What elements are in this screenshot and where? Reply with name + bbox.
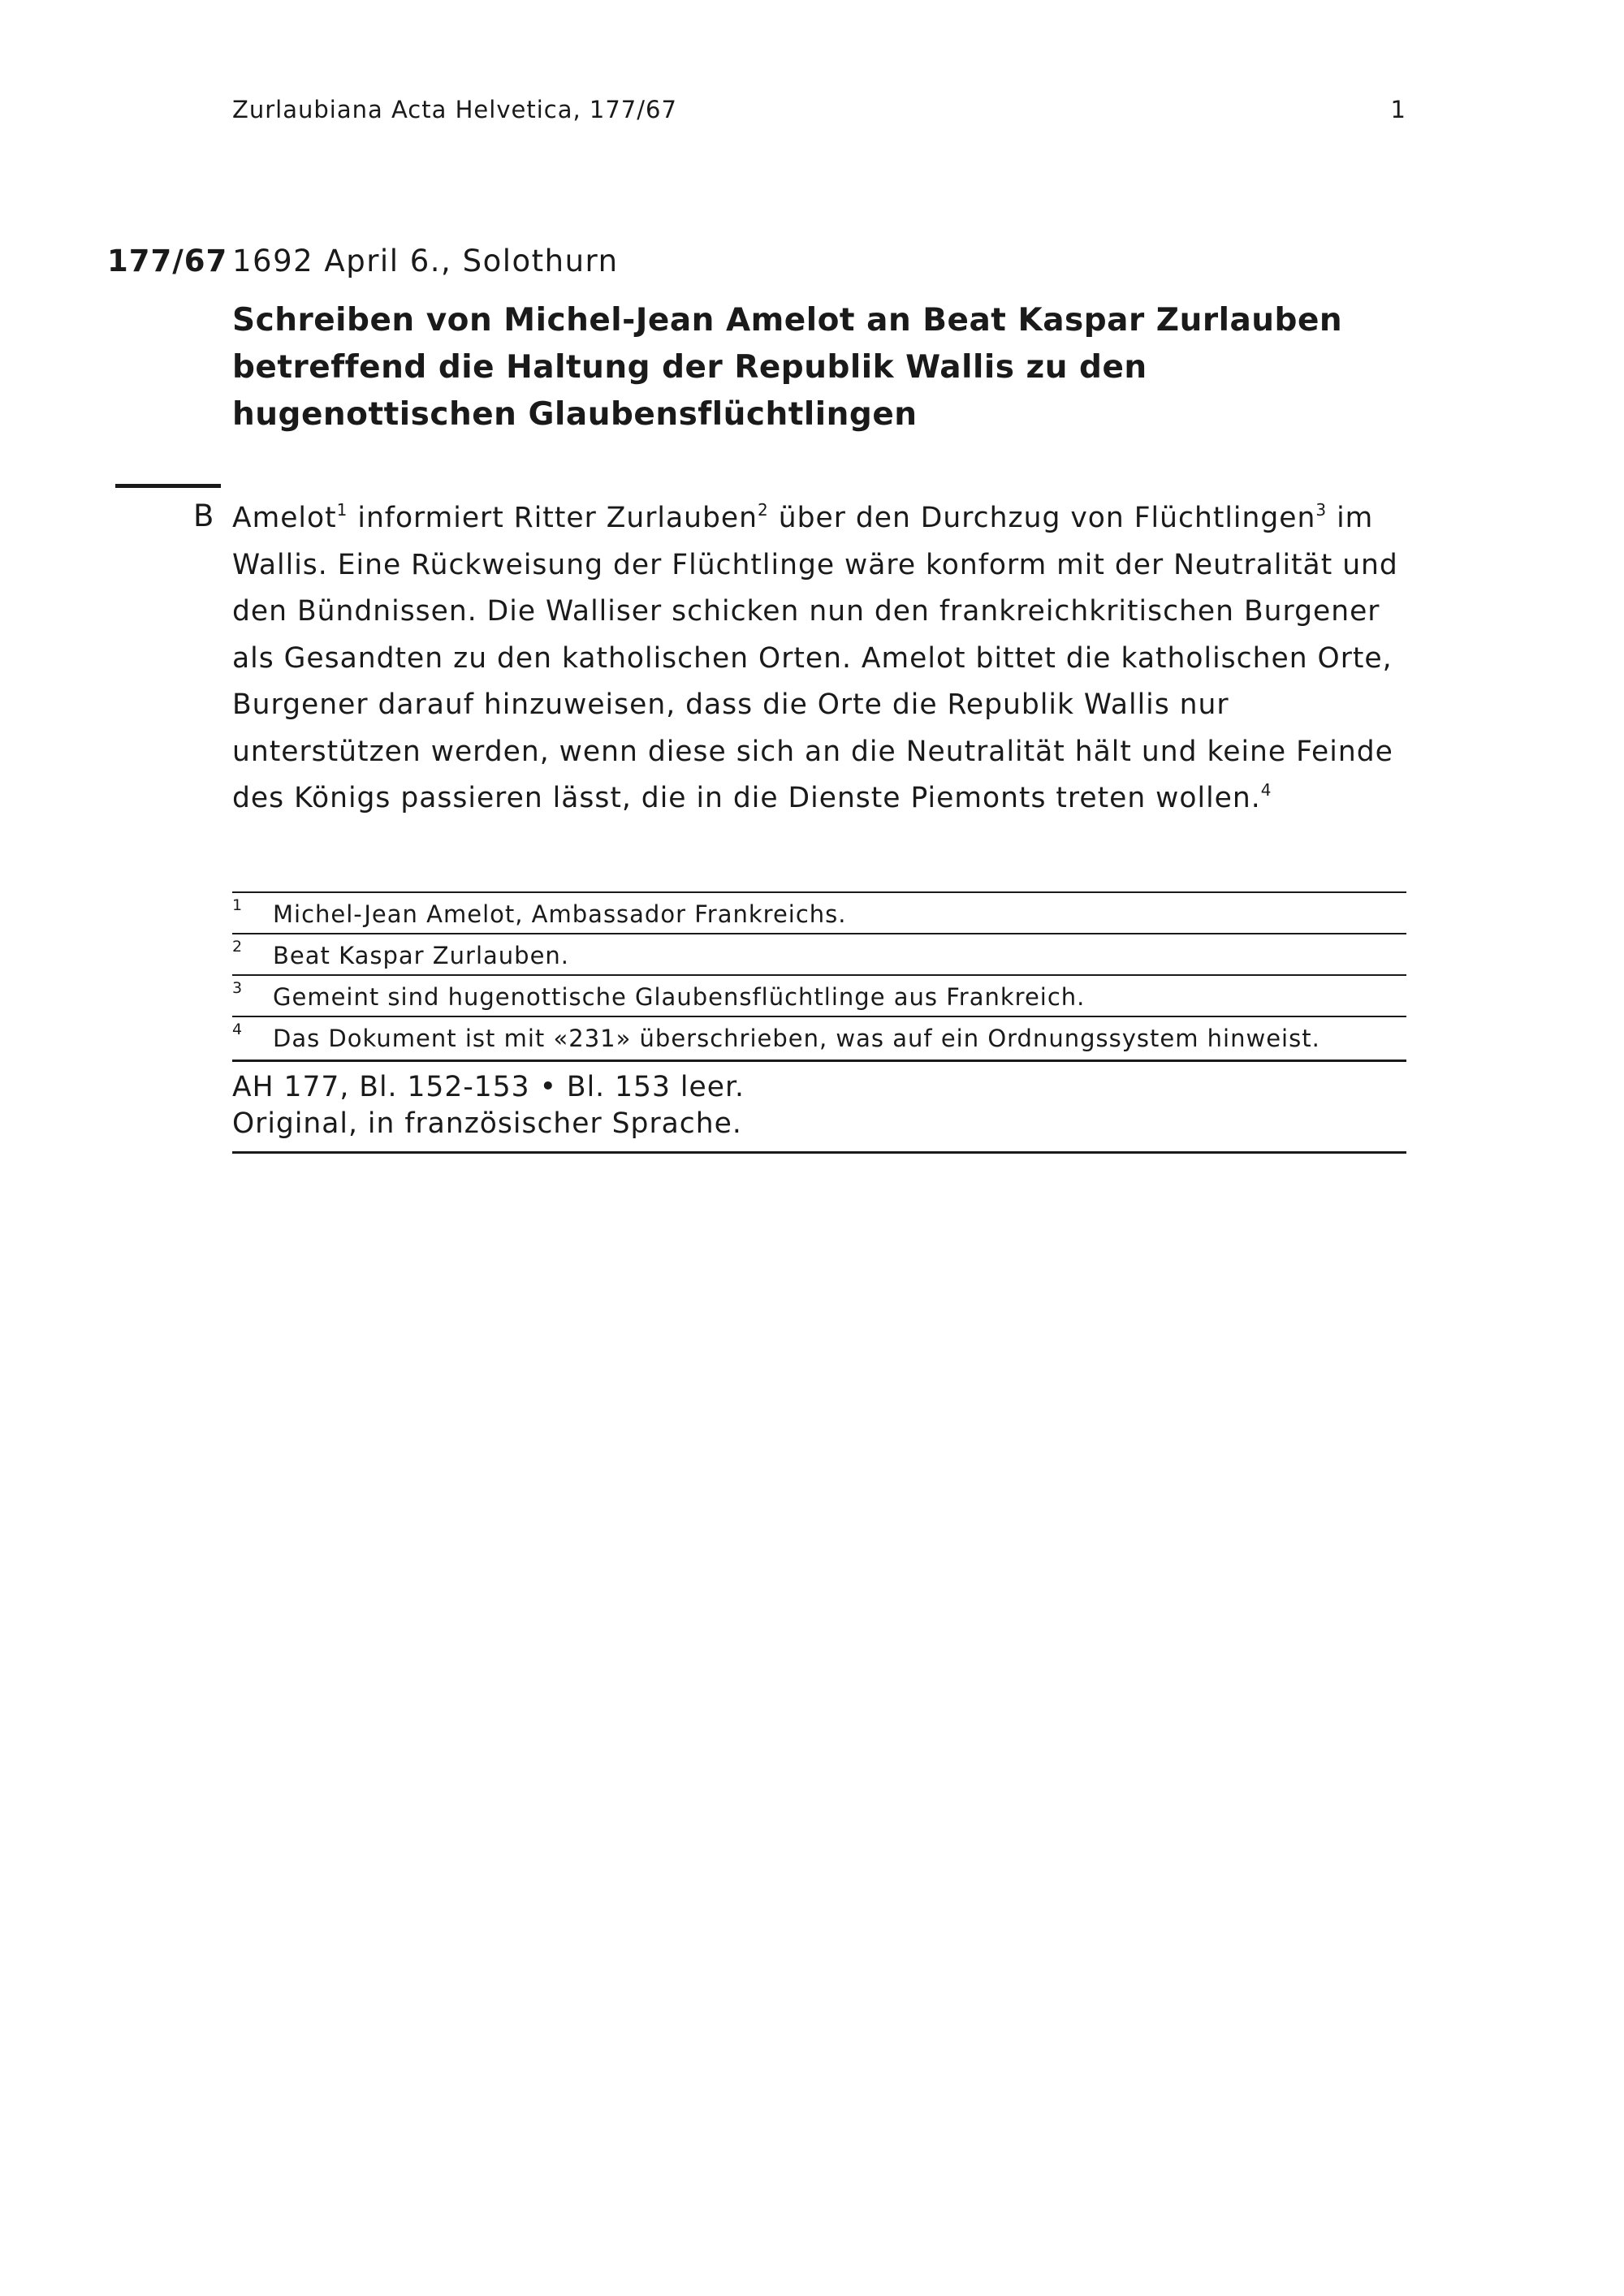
abstract-text-part: informiert Ritter Zurlauben — [348, 502, 758, 534]
section-marker: B — [193, 498, 214, 533]
document-title: Schreiben von Michel-Jean Amelot an Beat Kaspar Zurlauben betreffend die Haltung der Republik Wallis zu den hugenottischen Glaubensflüchtlingen — [232, 302, 1343, 433]
section-rule — [115, 484, 221, 488]
footnote-ref[interactable]: 2 — [758, 500, 769, 520]
footnote — [232, 934, 1406, 976]
abstract-text-part: über den Durchzug von Flüchtlingen — [768, 502, 1316, 534]
footnote — [232, 1017, 1406, 1057]
abstract-text-part: Amelot — [232, 502, 337, 534]
date-place: 1692 April 6., Solothurn — [232, 244, 619, 278]
footnote — [232, 976, 1406, 1017]
footnotes-list — [232, 891, 1406, 1057]
footnote-number: 2 — [232, 938, 243, 956]
source-block — [232, 1060, 1406, 1154]
footnote-ref[interactable]: 1 — [336, 500, 348, 520]
source-description: Original, in französischer Sprache. — [232, 1107, 742, 1140]
source-signature: AH 177, Bl. 152-153 • Bl. 153 leer. — [232, 1071, 745, 1103]
running-header — [232, 96, 1406, 128]
running-title: Zurlaubiana Acta Helvetica, 177/67 — [232, 96, 677, 123]
page-number: 1 — [1390, 96, 1406, 123]
abstract-text — [232, 495, 1418, 822]
footnote — [232, 893, 1406, 934]
footnote-text: Michel-Jean Amelot, Ambassador Frankreichs. — [273, 900, 847, 928]
footnote-text: Das Dokument ist mit «231» überschrieben, was auf ein Ordnungssystem hinweist. — [273, 1025, 1320, 1052]
footnote-number: 3 — [232, 979, 243, 997]
footnote-number: 1 — [232, 896, 243, 914]
footnote-number: 4 — [232, 1021, 243, 1038]
footnote-ref[interactable]: 3 — [1315, 500, 1328, 520]
document-number: 177/67 — [107, 244, 228, 278]
footnote-text: Gemeint sind hugenottische Glaubensflüchtlinge aus Frankreich. — [273, 983, 1086, 1011]
footnote-ref[interactable]: 4 — [1260, 780, 1272, 800]
abstract-text-part: im Wallis. Eine Rückweisung der Flüchtlinge wäre konform mit der Neutralität und den Bündnissen. Die Walliser schicken nun den frankreichkritischen Burgener als Gesandten zu den katholischen Orten. Amelot bittet die katholischen Orte, Burgener darauf hinzuweisen, dass die Orte die Republik Wallis nur unterstützen werden, wenn diese sich an die Neutralität hält und keine Feinde des Königs passieren lässt, die in die Dienste Piemonts treten wollen. — [232, 502, 1398, 814]
footnote-text: Beat Kaspar Zurlauben. — [273, 942, 570, 969]
